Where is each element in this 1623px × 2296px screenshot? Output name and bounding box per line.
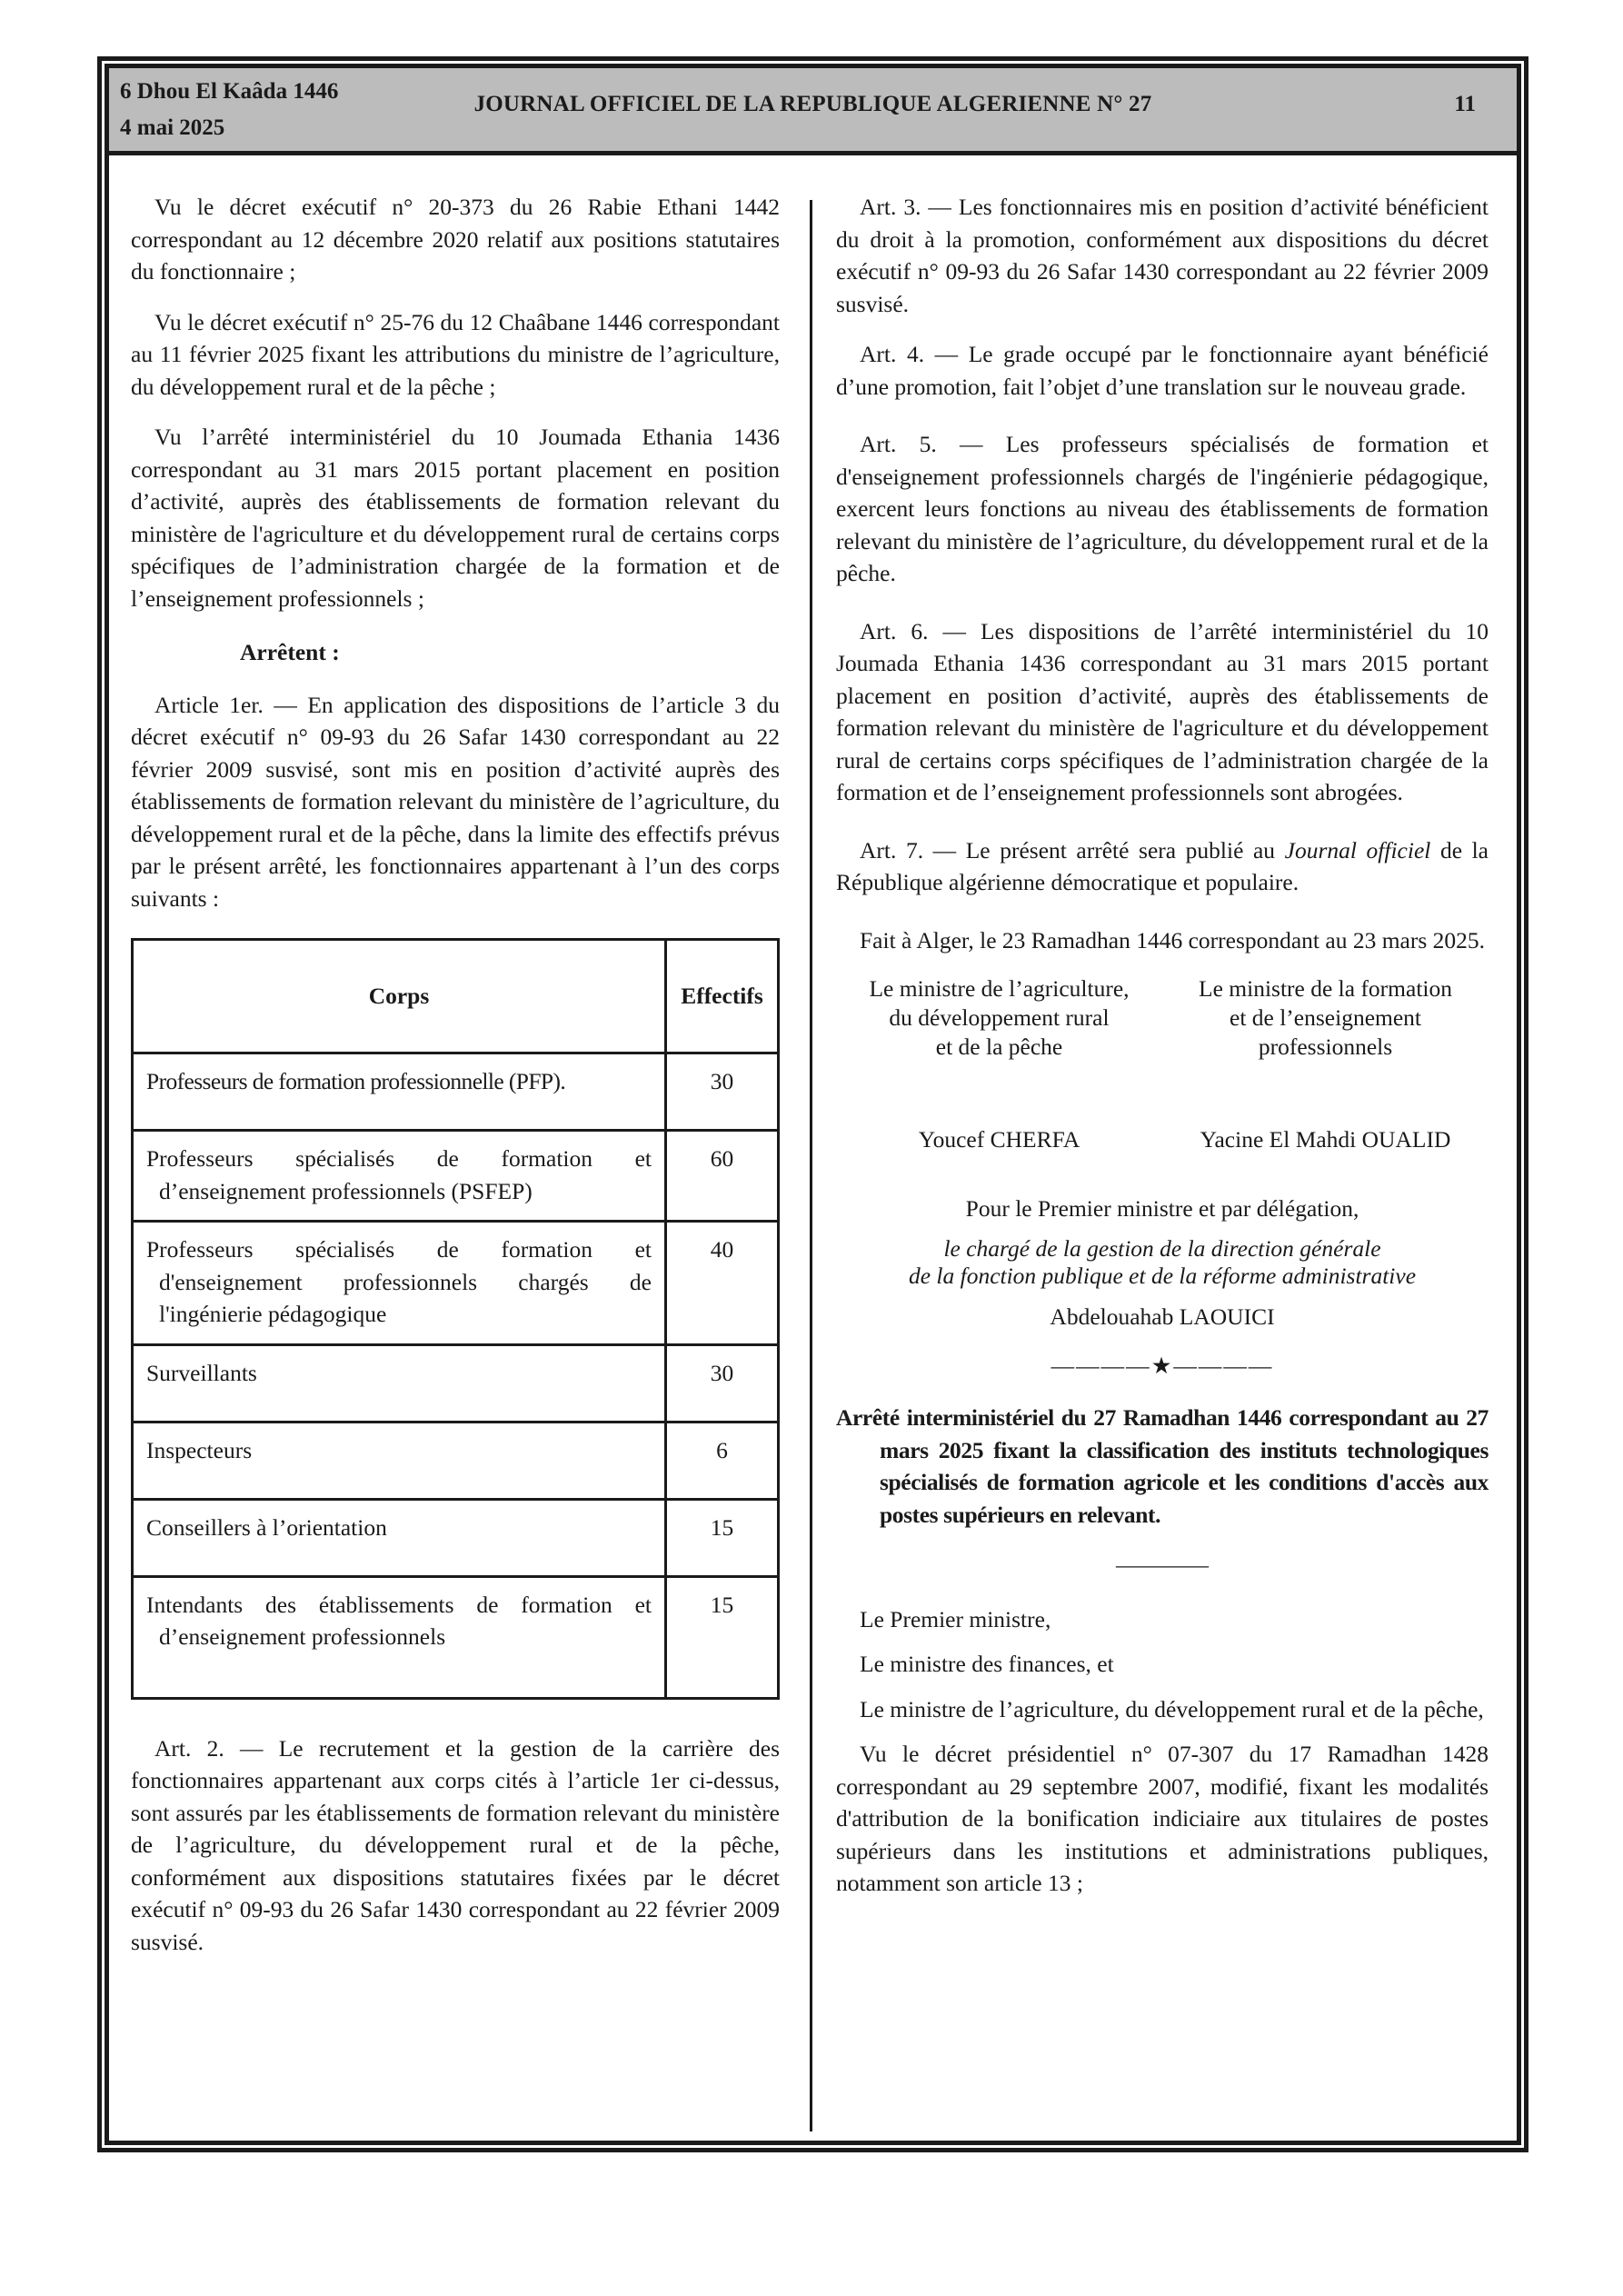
new-decree-title: Arrêté interministériel du 27 Ramadhan 1446 correspondant au 27 mars 2025 fixant la classification des instituts technologiques spécialisés de formation agricole et les conditions d'accès aux postes supérieurs en relevant. xyxy=(836,1404,1489,1528)
table-header-row xyxy=(133,940,779,1053)
page-number: 11 xyxy=(1454,92,1476,116)
arretent-heading: Arrêtent : xyxy=(240,639,340,665)
article-6: Art. 6. — Les dispositions de l’arrêté interministériel du 10 Joumada Ethania 1436 correspondant au 31 mars 2015 portant placement en position d’activité, auprès des établissements de formation relevant du ministère de l'agriculture et du développement rural de certains corps spécifiques de l’administration chargée de la formation et de l’enseignement professionnels sont abrogées. xyxy=(836,617,1489,805)
table-row xyxy=(133,1131,779,1222)
delegation-title: le chargé de la gestion de la direction générale de la fonction publique et de la réforme administrative xyxy=(908,1235,1417,1289)
header-effectifs: Effectifs xyxy=(666,940,779,1053)
table-row xyxy=(133,1053,779,1131)
table-row xyxy=(133,1499,779,1576)
cell-effectifs: 40 xyxy=(666,1222,779,1345)
cell-corps: Intendants des établissements de formation et d’enseignement professionnels xyxy=(133,1576,666,1698)
short-separator: ———— xyxy=(1116,1552,1209,1578)
cell-corps: Professeurs de formation professionnelle (PFP). xyxy=(133,1053,666,1131)
table-row xyxy=(133,1344,779,1422)
journal-title: JOURNAL OFFICIEL DE LA REPUBLIQUE ALGERIENNE N° 27 xyxy=(473,92,1152,116)
hijri-date: 6 Dhou El Kaâda 1446 xyxy=(120,79,339,104)
cell-corps: Inspecteurs xyxy=(133,1422,666,1499)
cell-effectifs: 15 xyxy=(666,1499,779,1576)
cell-effectifs: 15 xyxy=(666,1576,779,1698)
visa-paragraph: Vu le décret exécutif n° 20-373 du 26 Rabie Ethani 1442 correspondant au 12 décembre 2020 relatif aux positions statutaires du fonctionnaire ; xyxy=(131,194,780,285)
preamble-visa: Vu le décret présidentiel n° 07-307 du 17 Ramadhan 1428 correspondant au 29 septembre 2007, modifié, fixant les modalités d'attribution de la bonification indiciaire aux titulaires de postes supérieurs dans les institutions et administrations publiques, notamment son article 13 ; xyxy=(836,1741,1489,1896)
preamble-line: Le ministre de l’agriculture, du développement rural et de la pêche, xyxy=(860,1695,1484,1722)
signatories-names xyxy=(836,1123,1489,1156)
cell-corps: Conseillers à l’orientation xyxy=(133,1499,666,1576)
article-5: Art. 5. — Les professeurs spécialisés de formation et d'enseignement professionnels chargés de l'ingénierie pédagogique, exercent leurs fonctions au niveau des établissements de formation relevant du ministère de l’agriculture, du développement rural et de la pêche. xyxy=(836,431,1489,586)
journal-officiel-italic: Journal officiel xyxy=(1284,836,1431,863)
journal-header xyxy=(109,68,1517,155)
left-column xyxy=(131,191,780,1976)
delegation-name: Abdelouahab LAOUICI xyxy=(1050,1303,1275,1330)
cell-effectifs: 30 xyxy=(666,1053,779,1131)
article-1: Article 1er. — En application des dispositions de l’article 3 du décret exécutif n° 09-93 du 26 Safar 1430 correspondant au 22 février 2009 susvisé, sont mis en position d’activité auprès des établissements de formation relevant du ministère de l’agriculture, du développement rural et de la pêche, dans la limite des effectifs prévus par le présent arrêté, les fonctionnaires appartenant à l’un des corps suivants : xyxy=(131,691,780,912)
table-row xyxy=(133,1222,779,1345)
cell-effectifs: 60 xyxy=(666,1131,779,1222)
table-row xyxy=(133,1576,779,1698)
cell-effectifs: 6 xyxy=(666,1422,779,1499)
signatories-titles xyxy=(836,974,1489,1062)
column-divider xyxy=(810,200,812,2131)
signatory-name: Yacine El Mahdi OUALID xyxy=(1200,1126,1451,1153)
preamble-line: Le ministre des finances, et xyxy=(860,1651,1114,1677)
article-4: Art. 4. — Le grade occupé par le fonctionnaire ayant bénéficié d’une promotion, fait l’objet d’une translation sur le nouveau grade. xyxy=(836,341,1489,400)
signatory-title: Le ministre de la formation et de l’enseignement professionnels xyxy=(1199,975,1452,1060)
header-corps: Corps xyxy=(133,940,666,1053)
star-separator: ————★———— xyxy=(1050,1352,1274,1379)
visa-paragraph: Vu l’arrêté interministériel du 10 Joumada Ethania 1436 correspondant au 31 mars 2015 portant placement en position d’activité, auprès des établissements de formation relevant du ministère de l'agriculture et du développement rural de certains corps spécifiques de l’administration chargée de la formation et de l’enseignement professionnels ; xyxy=(131,424,780,612)
delegation-line: Pour le Premier ministre et par délégation, xyxy=(965,1194,1359,1222)
visa-paragraph: Vu le décret exécutif n° 25-76 du 12 Chaâbane 1446 correspondant au 11 février 2025 fixant les attributions du ministre de l’agriculture, du développement rural et de la pêche ; xyxy=(131,308,780,400)
cell-corps: Professeurs spécialisés de formation et d'enseignement professionnels chargés de l'ingénierie pédagogique xyxy=(133,1222,666,1345)
cell-corps: Professeurs spécialisés de formation et d’enseignement professionnels (PSFEP) xyxy=(133,1131,666,1222)
done-at: Fait à Alger, le 23 Ramadhan 1446 correspondant au 23 mars 2025. xyxy=(860,926,1486,953)
gregorian-date: 4 mai 2025 xyxy=(120,115,225,140)
preamble-line: Le Premier ministre, xyxy=(860,1605,1051,1632)
article-7: Art. 7. — Le présent arrêté sera publié au Journal officiel de la République algérienne démocratique et populaire. xyxy=(836,836,1489,895)
article-2: Art. 2. — Le recrutement et la gestion de la carrière des fonctionnaires appartenant aux corps cités à l’article 1er ci-dessus, sont assurés par les établissements de formation relevant du ministère de l’agriculture, du développement rural et de la pêche, conformément aux dispositions statutaires fixées par le décret exécutif n° 09-93 du 26 Safar 1430 correspondant au 22 février 2009 susvisé. xyxy=(131,1734,780,1955)
right-column xyxy=(836,191,1489,1918)
cell-effectifs: 30 xyxy=(666,1344,779,1422)
article-3: Art. 3. — Les fonctionnaires mis en position d’activité bénéficient du droit à la promotion, conformément aux dispositions du décret exécutif n° 09-93 du 26 Safar 1430 correspondant au 22 février 2009 susvisé. xyxy=(836,194,1489,317)
table-row xyxy=(133,1422,779,1499)
corps-table xyxy=(131,938,780,1700)
cell-corps: Surveillants xyxy=(133,1344,666,1422)
signatory-title: Le ministre de l’agriculture, du développement rural et de la pêche xyxy=(869,975,1130,1060)
signatory-name: Youcef CHERFA xyxy=(918,1126,1080,1153)
